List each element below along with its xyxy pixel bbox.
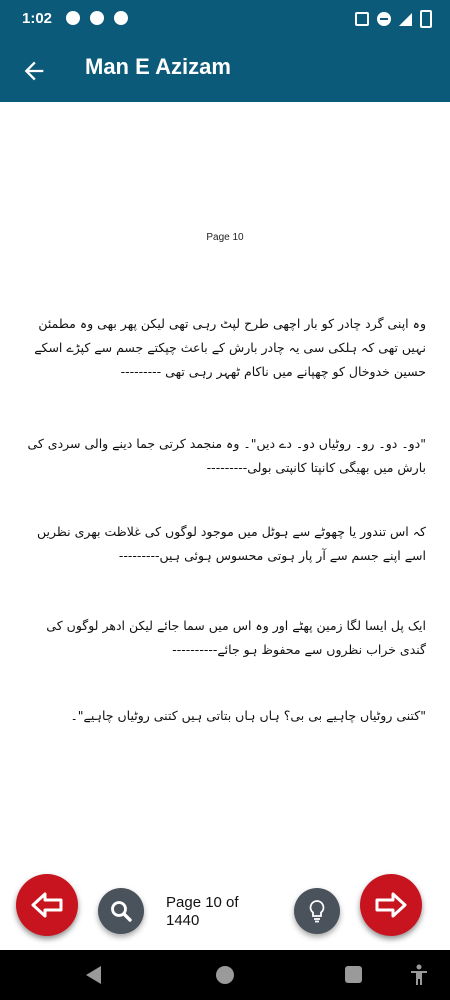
accessibility-icon[interactable]	[409, 964, 429, 986]
arrow-right-icon	[374, 889, 408, 921]
chat-notification-icon	[66, 11, 80, 25]
app-notification-icon	[90, 11, 104, 25]
arrow-left-icon	[30, 889, 64, 921]
system-navigation-bar	[0, 950, 450, 1000]
next-page-button[interactable]	[360, 874, 422, 936]
previous-page-button[interactable]	[16, 874, 78, 936]
reader-controls	[0, 862, 450, 950]
system-icons	[355, 10, 432, 28]
nav-home-icon[interactable]	[216, 966, 234, 984]
paragraph-1: وہ اپنی گرد چادر کو بار اچھی طرح لپٹ رہی تھی لیکن پھر بھی وہ مطمئن نہیں تھی کہ ہلکی سی یہ چادر بارش کے باعث چپکتے جسم سے کپڑے اسکے حسین خدوخال کو چھپانے میں ناکام ٹھہر رہی تھی ---------	[34, 316, 426, 379]
notification-icons	[66, 11, 128, 25]
status-time: 1:02	[22, 10, 53, 27]
app-notification-icon-2	[114, 11, 128, 25]
page-indicator-line2: 1440	[166, 912, 200, 929]
lightbulb-icon	[305, 899, 329, 923]
page-number-label: Page 10	[206, 232, 244, 243]
paragraph-5: "کتنی روٹیاں چاہیے بی بی؟ ہاں ہاں بتاتی ہیں کتنی روٹیاں چاہیے"۔	[70, 708, 426, 723]
signal-icon	[399, 13, 412, 26]
vibrate-icon	[355, 12, 369, 26]
paragraph-4: ایک پل ایسا لگا زمین پھٹے اور وہ اس میں سما جائے لیکن ادھر لوگوں کی گندی خراب نظروں سے محفوظ ہو جائے----------	[46, 618, 426, 657]
status-bar	[0, 0, 450, 40]
nav-recents-icon[interactable]	[345, 966, 362, 983]
search-icon	[109, 899, 133, 923]
bookmark-tip-button[interactable]	[294, 888, 340, 934]
page-indicator	[166, 894, 266, 930]
page-title: Man E Azizam	[85, 54, 231, 79]
nav-back-icon[interactable]	[86, 966, 101, 984]
battery-icon	[420, 10, 432, 28]
paragraph-2: "دو۔ دو۔ رو۔ روٹیاں دو۔ دے دیں"۔ وہ منجمد کرتی جما دینے والی سردی کی بارش میں بھیگی کانپتا کانپتی بولی---------	[27, 436, 426, 475]
back-button[interactable]	[20, 57, 48, 85]
page-indicator-line1: Page 10 of	[166, 894, 239, 911]
paragraph-3: کہ اس تندور یا چھوٹے سے ہوٹل میں موجود لوگوں کی غلاظت بھری نظریں اسے اپنے جسم سے آر پار ہوتی محسوس ہوئی ہیں---------	[37, 524, 426, 563]
search-button[interactable]	[98, 888, 144, 934]
app-bar	[0, 40, 450, 102]
do-not-disturb-icon	[377, 12, 391, 26]
arrow-left-icon	[20, 57, 48, 85]
